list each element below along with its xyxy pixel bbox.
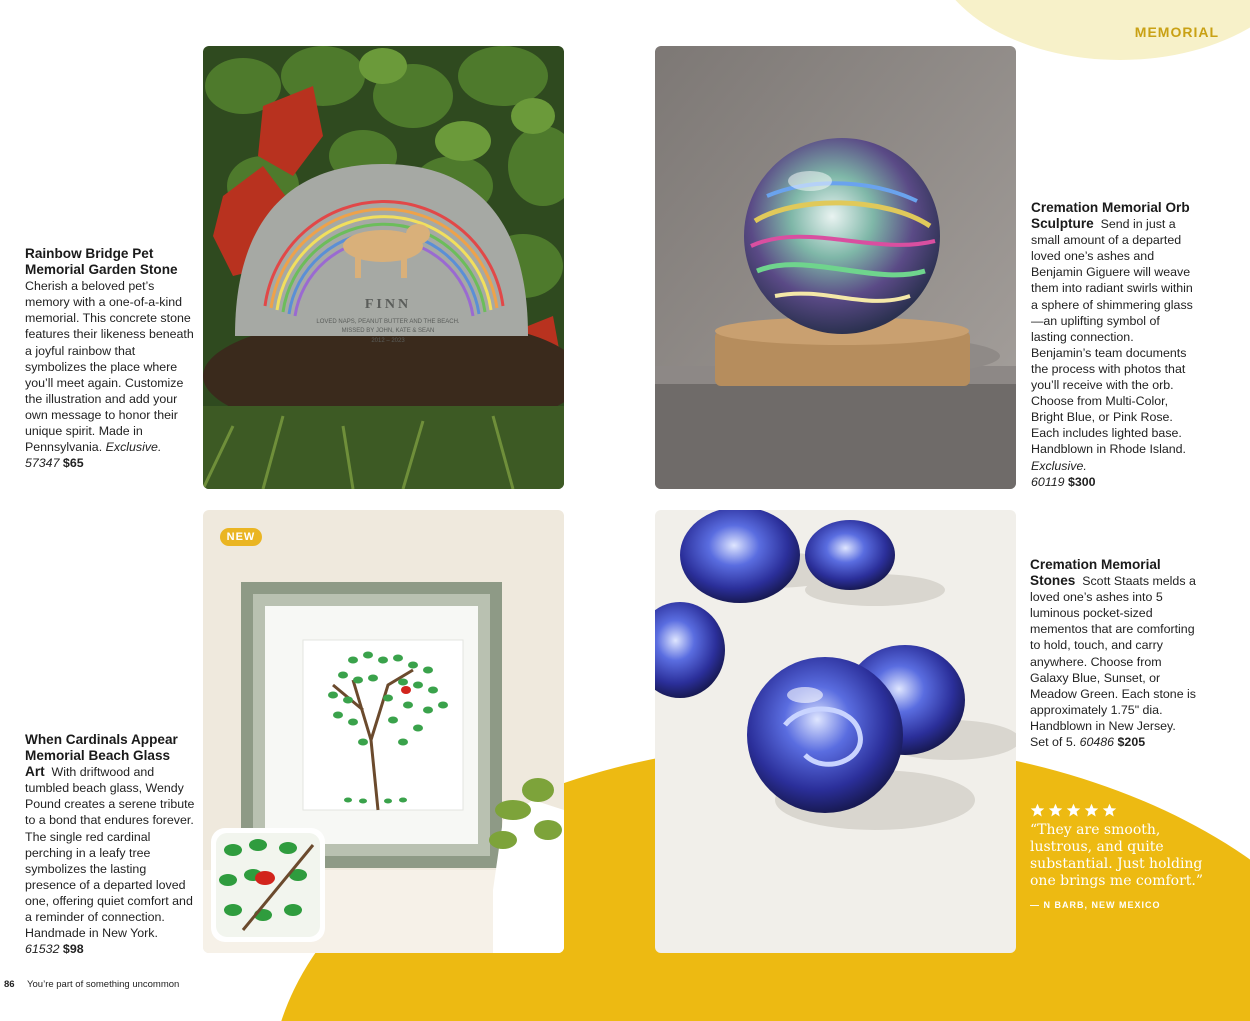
product-copy: With driftwood and tumbled beach glass, Wendy Pound creates a serene tribute to a bond that endures forever. The single red cardinal perching in a leafy tree symbolizes the lasting presence of a departed loved one, offering quiet comfort and a reminder of connection. Handmade in New York. [25, 765, 195, 941]
price: $205 [1117, 735, 1146, 750]
photo-rainbow-stone [203, 46, 564, 489]
price: $98 [62, 942, 84, 957]
product-copy: Scott Staats melds a loved one’s ashes into 5 luminous pocket-sized mementos that are comforting to hold, touch, and carry anywhere. Choose from Galaxy Blue, Sunset, or Meadow Green. Each stone is approximately 1.75" dia. Handblown in New Jersey. Set of 5. [1030, 574, 1196, 750]
star-icon [1084, 803, 1099, 818]
new-badge: NEW [220, 528, 262, 546]
star-icon [1030, 803, 1045, 818]
star-icon [1102, 803, 1117, 818]
product-copy: Send in just a small amount of a departed loved one’s ashes and Benjamin Giguere will weave them into radiant swirls within a sphere of shimmering glass—an uplifting symbol of lasting connection. Benjamin’s team documents the process with photos that you’ll receive with the orb. Choose from Multi-Color, Bright Blue, or Pink Rose. Each includes lighted base. Handblown in Rhode Island. [1031, 217, 1193, 457]
review-author: — N BARB, NEW MEXICO [1030, 900, 1161, 910]
stone-line1: LOVED NAPS, PEANUT BUTTER AND THE BEACH. [316, 319, 460, 325]
page-number: 86 [4, 979, 15, 990]
item-number: 60119 [1031, 474, 1065, 489]
star-icon [1048, 803, 1063, 818]
product-description-rainbow-stone [25, 246, 195, 471]
footer-tagline: You’re part of something uncommon [27, 979, 180, 990]
product-description-orb-sculpture [1031, 200, 1197, 490]
stone-name: FINN [364, 297, 412, 312]
product-copy: Cherish a beloved pet’s memory with a one-of-a-kind memorial. This concrete stone features their likeness beneath a joyful rainbow that symbolizes the place where you’ll meet again. Customize the illustration and add your own message to honor their unique spirit. Made in Pennsylvania. [25, 279, 194, 455]
exclusive-label: Exclusive. [105, 440, 162, 455]
stone-line2: MISSED BY JOHN, KATE & SEAN [341, 328, 435, 334]
product-name: Cremation Memorial Stones [1030, 557, 1161, 589]
exclusive-label: Exclusive. [1031, 458, 1087, 473]
star-icon [1066, 803, 1081, 818]
star-rating [1030, 803, 1210, 818]
item-number: 61532 [25, 942, 60, 957]
product-name: Cremation Memorial Orb Sculpture [1031, 200, 1190, 232]
product-name: Rainbow Bridge Pet Memorial Garden Stone [25, 246, 178, 278]
product-description-memorial-stones [1030, 557, 1196, 750]
photo-orb-sculpture [655, 46, 1016, 489]
stone-dates: 2012 – 2023 [371, 338, 405, 344]
item-number: 57347 [25, 456, 60, 471]
page-footer [4, 979, 179, 990]
item-number: 60486 [1079, 735, 1115, 750]
section-label: MEMORIAL [1134, 24, 1219, 40]
price: $65 [62, 456, 84, 471]
product-name: When Cardinals Appear Memorial Beach Glass Art [25, 732, 178, 780]
photo-memorial-stones [655, 510, 1016, 953]
customer-review [1030, 803, 1210, 910]
price: $300 [1068, 474, 1096, 489]
review-quote: “They are smooth, lustrous, and quite substantial. Just holding one brings me comfort.” [1030, 822, 1204, 889]
photo-cardinal-art [203, 510, 564, 953]
product-description-cardinal-art [25, 732, 195, 957]
